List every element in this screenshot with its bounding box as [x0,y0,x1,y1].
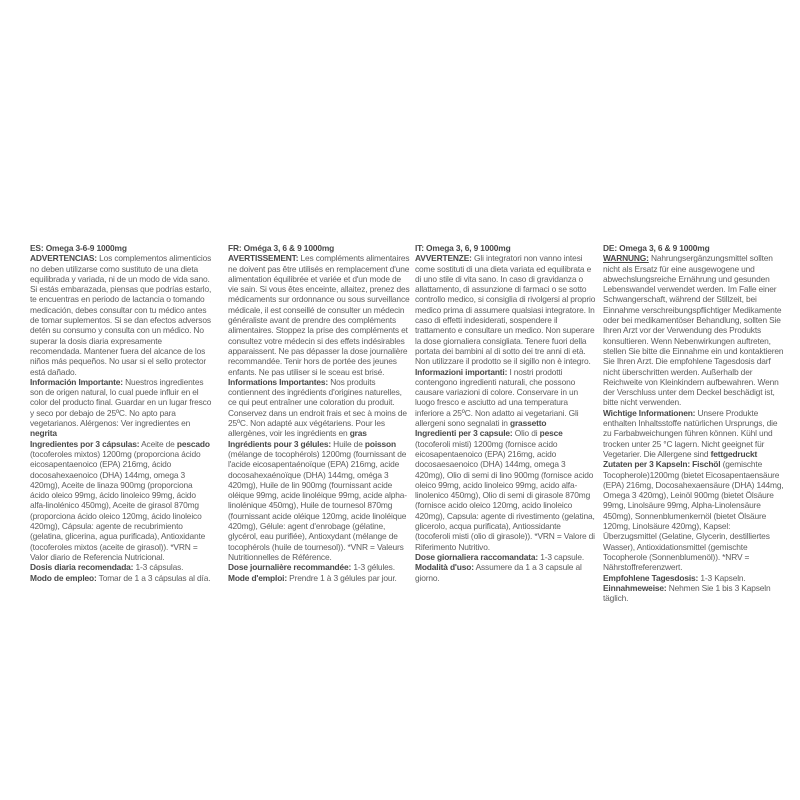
info-text-de: Unsere Produkte enthalten Inhaltsstoffe natürlichen Ursprungs, die zu Farbabweichungen führen können. Kühl und trocken unter 25 °C lagern. Nicht geeignet für Vegetarier. Die Allergene sind [603,407,778,459]
section-title-fr: FR: Oméga 3, 6 & 9 1000mg [228,243,335,253]
info-bold-es: negrita [30,428,57,439]
warning-text-it: Gli integratori non vanno intesi come sostituti di una dieta variata ed equilibrata e di uno stile di vita sano. In caso di gravidanza o allattamento, di assunzione di farmaci o se sotto controllo medico, si consiglia di rivolgersi al proprio medico prima di assumere qualsiasi integratore. In caso di effetti indesiderati, sospendere il trattamento e consultare un medico. Non superare la dose giornaliera consigliata. Tenere fuori della portata dei bambini al di sotto dei tre anni di età. Non utilizzare il prodotto se il sigillo non è integro. [415,253,596,367]
column-fr [228,243,410,583]
info-label-de: Wichtige Informationen: [603,407,696,418]
ingredients-paragraph-fr [228,439,410,563]
warning-paragraph-de [603,253,785,407]
ingredients-bold-fr: poisson [364,438,396,449]
info-label-it: Informazioni importanti: [415,366,508,377]
dose-paragraph-de [603,573,785,583]
ingredients-text-fr: (mélange de tocophérols) 1200mg (fournissant de l'acide eicosapentaénoïque (EPA) 216mg, acide docosahexaénoïque (DHA) 144mg, oméga 3 420mg), Huile de lin 900mg (fournissant acide oléique 99mg, acide linoléique 99mg, acide alpha-linolénique 450mg), Huile de tournesol 870mg (fournissant acide oléique 120mg, acide linoléique 420mg), Gélule: agent d'enrobage (gélatine, glycérol, eau purifiée), Antioxydant (mélange de tocophérols (huile de tournesol)). *VNR = Valeurs Nutritionnelles de Référence. [228,448,407,562]
ingredients-pre-fr: Huile de [333,438,363,449]
dose-text-es: 1-3 cápsulas. [135,562,184,573]
dose-label-es: Dosis diaria recomendada: [30,562,134,573]
info-label-es: Información Importante: [30,376,123,387]
warning-text-es: Los complementos alimenticios no deben utilizarse como sustituto de una dieta equilibrada y variada, ni de un modo de vida sano. Si estás embarazada, piensas que podrías estarlo, te encuentras en periodo de lactancia o tomando medicación, debes consultar con tu médico antes de tomar suplementos. Si se dan efectos adversos detén su consumo y consulta con un médico. No superar la dosis diaria expresamente recomendada. Mantener fuera del alcance de los niños más pequeños. No usar si el sello protector está dañado. [30,253,212,377]
column-de [603,243,785,603]
usage-label-it: Modalità d'uso: [415,562,474,573]
usage-paragraph-es [30,573,212,583]
ingredients-paragraph-de [603,459,785,572]
dose-text-de: 1-3 Kapseln. [700,572,746,583]
ingredients-paragraph-es [30,439,212,563]
section-title-de: DE: Omega 3, 6 & 9 1000mg [603,243,710,253]
ingredients-paragraph-it [415,428,597,552]
dose-label-de: Empfohlene Tagesdosis: [603,572,699,583]
info-label-fr: Informations Importantes: [228,376,329,387]
info-paragraph-es [30,377,212,439]
column-it [415,243,597,583]
info-text-it: I nostri prodotti contengono ingredienti naturali, che possono causare variazioni di colore. Conservare in un luogo fresco e asciutto ad una temperatura inferiore a 25ºC. Non adatto ai vegetariani. Gli allergeni sono segnalati in [415,366,579,429]
dose-label-fr: Dose journalière recommandée: [228,562,352,573]
usage-label-es: Modo de empleo: [30,572,97,583]
usage-paragraph-fr [228,573,410,583]
ingredients-bold-it: pesce [539,428,563,439]
warning-label-es: ADVERTENCIAS: [30,253,97,264]
warning-label-underlined-de: WARNUNG: [603,253,649,264]
info-text-es: Nuestros ingredientes son de origen natural, lo cual puede influir en el color del producto final. Guardar en un lugar fresco y seco por debajo de 25ºC. No apto para vegetarianos. Alérgenos: Ver ingredientes en [30,376,212,429]
usage-paragraph-it [415,562,597,583]
dose-paragraph-es [30,562,212,572]
dose-text-it: 1-3 capsule. [540,551,585,562]
ingredients-label-de: Zutaten per 3 Kapseln: [603,459,690,470]
dose-text-fr: 1-3 gélules. [353,562,395,573]
ingredients-text-it: (tocoferoli misti) 1200mg (fornisce acido eicosapentaenoico (EPA) 216mg, acido docosaesaenoico (DHA) 144mg, omega 3 420mg), Olio di semi di lino 900mg (fornisce acido oleico 99mg, acido linoleico 99mg, acido alfa-linolenico 450mg), Olio di semi di girasole 870mg (fornisce acido oleico 120mg, acido linoleico 420mg), Capsula: agente di rivestimento (gelatina, glicerolo, acqua purificata), Antiossidante (tocoferoli misti (olio di girasole)). *VRN = Valore di Riferimento Nutritivo. [415,438,595,552]
info-paragraph-de [603,408,785,459]
warning-paragraph-es [30,253,212,377]
dose-paragraph-fr [228,562,410,572]
ingredients-pre-it: Olio di [514,428,538,439]
ingredients-pre-es: Aceite de [141,438,175,449]
warning-label-de [603,253,649,263]
section-title-it: IT: Omega 3, 6, 9 1000mg [415,243,511,253]
ingredients-label-it: Ingredienti per 3 capsule: [415,428,513,439]
warning-label-fr: AVERTISSEMENT: [228,253,299,264]
usage-text-de: Nehmen Sie 1 bis 3 Kapseln täglich. [603,582,771,604]
ingredients-bold-es: pescado [176,438,210,449]
info-paragraph-it [415,367,597,429]
warning-paragraph-it [415,253,597,366]
usage-paragraph-de [603,583,785,604]
warning-text-de: Nahrungsergänzungsmittel sollten nicht als Ersatz für eine ausgewogene und abwechslungsreiche Ernährung und gesunden Lebenswandel verwendet werden. Im Falle einer Schwangerschaft, während der Stillzeit, bei Einnahme verschreibungspflichtiger Medikamente oder bei medikamentöser Behandlung, sollten Sie Ihren Arzt vor der Verwendung des Produkts konsultieren. Wenn Nebenwirkungen auftreten, stellen Sie bitte die Einnahme ein und kontaktieren Sie Ihren Arzt. Die empfohlene Tagesdosis darf nicht überschritten werden. Außerhalb der Reichweite von Kleinkindern aufbewahren. Wenn der Verschluss unter dem Deckel beschädigt ist, bitte nicht verwenden. [603,253,784,408]
info-paragraph-fr [228,377,410,439]
info-text-fr: Nos produits contiennent des ingrédients d'origines naturelles, ce qui peut entraîner une coloration du produit. Conservez dans un endroit frais et sec à moins de 25ºC. Non adapté aux végétariens. Pour les allergènes, voir les ingrédients en [228,376,407,439]
warning-paragraph-fr [228,253,410,377]
ingredients-label-es: Ingredientes por 3 cápsulas: [30,438,140,449]
section-title-es: ES: Omega 3-6-9 1000mg [30,243,127,253]
column-es [30,243,212,583]
dose-label-it: Dose giornaliera raccomandata: [415,551,539,562]
ingredients-label-fr: Ingrédients pour 3 gélules: [228,438,331,449]
info-bold-de: fettgedruckt [710,448,758,459]
info-bold-fr: gras [349,428,367,439]
dose-paragraph-it [415,552,597,562]
usage-label-de: Einnahmeweise: [603,582,667,593]
ingredients-text-es: (tocoferoles mixtos) 1200mg (proporciona ácido eicosapentaenoico (EPA) 216mg, ácido docosahexaenoico (DHA) 144mg, omega 3 420mg), Aceite de linaza 900mg (proporciona ácido oleico 99mg, ácido linoleico 99mg, ácido alfa-linolénico 450mg), Aceite de girasol 870mg (proporciona ácido oleico 120mg, ácido linoleico 420mg), Cápsula: agente de recubrimiento (gelatina, glicerina, agua purificada), Antioxidante (tocoferoles mixtos (aceite de girasol)). *VRN = Valor diario de Referencia Nutricional. [30,448,206,562]
usage-label-fr: Mode d'emploi: [228,572,287,583]
ingredients-text-de: (gemischte Tocopherole)1200mg (bietet Eicosapentaensäure (EPA) 216mg, Docosahexaensäure (DHA) 144mg, Omega 3 420mg), Leinöl 900mg (bietet Ölsäure 99mg, Linolsäure 99mg, Alpha-Linolensäure 450mg), Sonnenblumenkernöl (bietet Ölsäure 120mg, Linolsäure 420mg), Kapsel: Überzugsmittel (Gelatine, Glycerin, destilliertes Wasser), Antioxidationsmittel (gemischte Tocopherole (Sonnenblumenöl)). *NRV = Nährstoffreferenzwert. [603,459,784,573]
usage-text-it: Assumere da 1 a 3 capsule al giorno. [415,562,582,583]
usage-text-fr: Prendre 1 à 3 gélules par jour. [289,572,397,583]
usage-text-es: Tomar de 1 a 3 cápsulas al día. [98,572,211,583]
ingredients-bold-de: Fischöl [692,459,721,470]
info-bold-it: grassetto [509,418,547,429]
warning-label-it: AVVERTENZE: [415,253,472,264]
warning-text-fr: Les compléments alimentaires ne doivent pas être utilisés en remplacement d'une alimentation équilibrée et variée et d'un mode de vie sain. Si vous êtes enceinte, allaitez, prenez des médicaments sur ordonnance ou sous surveillance médicale, il est conseillé de consulter un médecin généraliste avant de prendre des compléments alimentaires. Stoppez la prise des compléments et consultez votre médecin si des effets indésirables apparaissent. Ne pas dépasser la dose journalière recommandée. Tenir hors de portée des jeunes enfants. Ne pas utiliser si le sceau est brisé. [228,253,410,377]
